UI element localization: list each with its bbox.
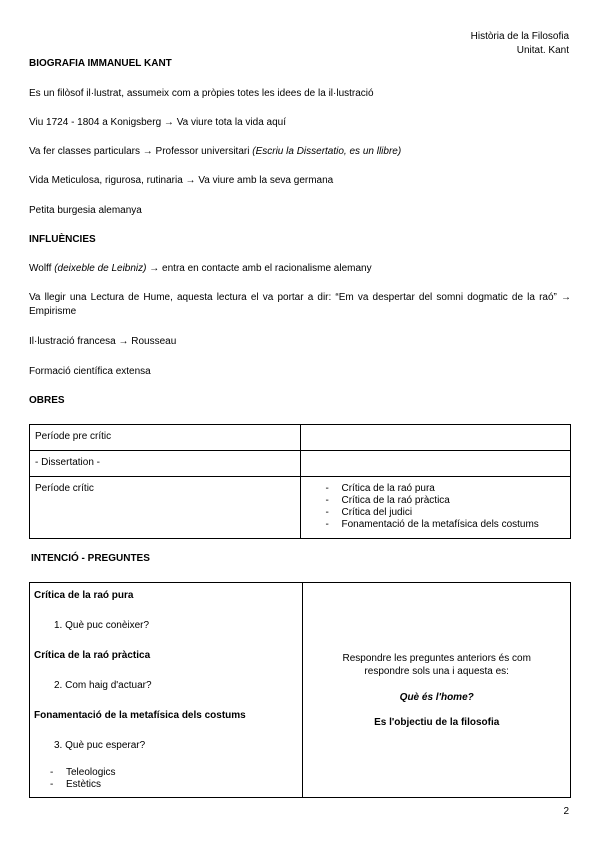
header-subject: Història de la Filosofia: [470, 31, 569, 42]
works-cell-empty: [301, 425, 571, 451]
header-unit: Unitat. Kant: [516, 45, 569, 56]
list-item: - Crítica del judici: [325, 507, 570, 519]
intention-table: [29, 582, 571, 798]
influences-paragraph-1: [29, 263, 372, 274]
questions-cell: [30, 583, 303, 798]
bio-heading: BIOGRAFIA IMMANUEL KANT: [29, 58, 172, 69]
bio-paragraph-3-note: (Escriu la Dissertatio, es un llibre): [252, 146, 402, 157]
bio-paragraph-2: Viu 1724 - 1804 a Konigsberg → Va viure tota la vida aquí: [29, 117, 287, 128]
table-row: [30, 477, 571, 539]
question-heading-2: Crítica de la raó pràctica: [34, 650, 151, 661]
list-item: - Estètics: [50, 779, 298, 791]
table-row: [30, 425, 571, 451]
bio-paragraph-3: [29, 146, 401, 157]
question-3: 3. Què puc esperar?: [54, 740, 146, 751]
answer-conclusion: Es l'objectiu de la filosofia: [374, 717, 500, 728]
influences-paragraph-4: Formació científica extensa: [29, 366, 151, 377]
influences-paragraph-3: Il·lustració francesa → Rousseau: [29, 336, 177, 347]
answer-text: Respondre les preguntes anteriors és com respondre sols una i aquesta es:: [342, 653, 531, 677]
intention-heading: INTENCIÓ - PREGUNTES: [31, 553, 150, 564]
works-critical-list-cell: [301, 477, 571, 539]
question-1: 1. Què puc conèixer?: [54, 620, 150, 631]
influences-p1-name: Wolff: [29, 263, 52, 274]
influences-heading: INFLUÈNCIES: [29, 234, 96, 245]
question-2: 2. Com haig d'actuar?: [54, 680, 152, 691]
works-cell-critical: Període crític: [30, 477, 301, 539]
influences-p1-rest: → entra en contacte amb el racionalisme alemany: [149, 263, 372, 274]
extras-list: [34, 767, 298, 791]
list-item: - Crítica de la raó pura: [325, 483, 570, 495]
answer-cell: [303, 583, 571, 798]
list-item: - Fonamentació de la metafísica dels costums: [325, 519, 570, 531]
works-cell-empty: [301, 451, 571, 477]
table-row: [30, 451, 571, 477]
influences-paragraph-2: Va llegir una Lectura de Hume, aquesta lectura el va portar a dir: “Em va despertar del somni dogmatic de la raó” → Empirisme: [29, 292, 571, 317]
answer-question: Què és l'home?: [399, 692, 474, 703]
critical-works-list: [301, 483, 570, 531]
works-cell-dissertation: - Dissertation -: [30, 451, 301, 477]
list-item: - Teleologics: [50, 767, 298, 779]
bio-paragraph-4: Vida Meticulosa, rigurosa, rutinaria → Va viure amb la seva germana: [29, 175, 334, 186]
bio-paragraph-1: Es un filòsof il·lustrat, assumeix com a pròpies totes les idees de la il·lustració: [29, 88, 374, 99]
works-cell-pre-critical: Període pre crític: [30, 425, 301, 451]
works-table: [29, 424, 571, 539]
question-heading-3: Fonamentació de la metafísica dels costums: [34, 710, 246, 721]
influences-p1-note: (deixeble de Leibniz): [54, 263, 147, 274]
bio-paragraph-3-text: Va fer classes particulars → Professor universitari: [29, 146, 250, 157]
table-row: [30, 583, 571, 798]
page-header: [471, 30, 569, 58]
bio-paragraph-5: Petita burgesia alemanya: [29, 205, 142, 216]
page-number: 2: [563, 806, 569, 817]
list-item: - Crítica de la raó pràctica: [325, 495, 570, 507]
question-heading-1: Crítica de la raó pura: [34, 590, 134, 601]
works-heading: OBRES: [29, 395, 65, 406]
